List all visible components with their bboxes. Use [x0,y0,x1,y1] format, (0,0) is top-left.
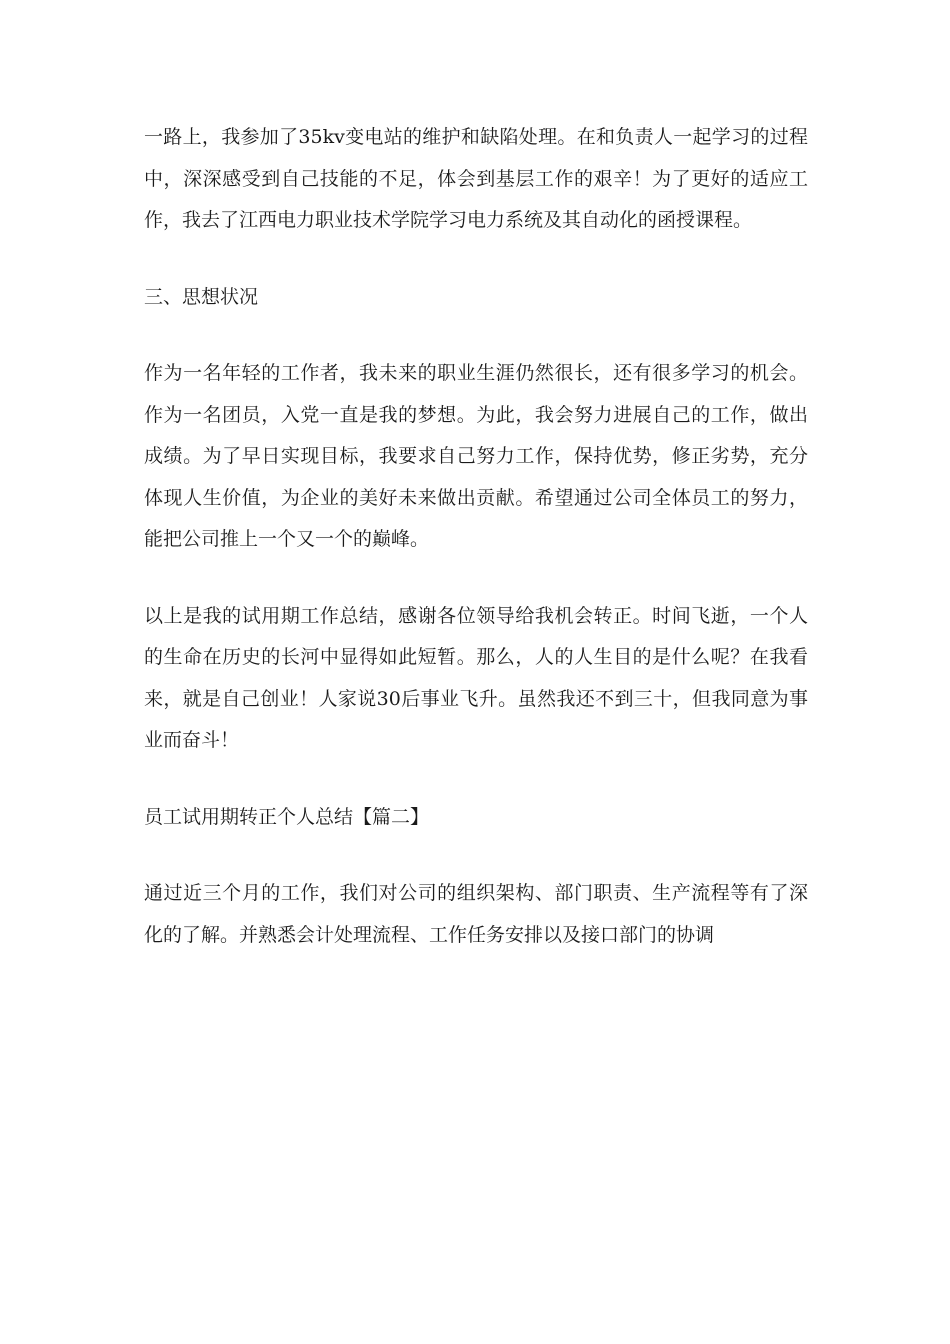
section-heading-thoughts: 三、思想状况 [144,285,259,308]
paragraph-work-experience: 一路上，我参加了35kv变电站的维护和缺陷处理。在和负责人一起学习的过程中，深深感受到自己技能的不足，体会到基层工作的艰辛！为了更好的适应工作，我去了江西电力职业技术学院学习电力系统及其自动化的函授课程。 [144,126,808,231]
paragraph-part-two-intro: 通过近三个月的工作，我们对公司的组织架构、部门职责、生产流程等有了深化的了解。并熟悉会计处理流程、工作任务安排以及接口部门的协调 [144,882,808,946]
section-heading-part-two: 员工试用期转正个人总结【篇二】 [144,805,430,828]
document-body [144,117,808,991]
paragraph-conclusion: 以上是我的试用期工作总结，感谢各位领导给我机会转正。时间飞逝，一个人的生命在历史的长河中显得如此短暂。那么，人的人生目的是什么呢？在我看来，就是自己创业！人家说30后事业飞升。虽然我还不到三十，但我同意为事业而奋斗！ [144,604,808,751]
paragraph-career-goals: 作为一名年轻的工作者，我未来的职业生涯仍然很长，还有很多学习的机会。作为一名团员，入党一直是我的梦想。为此，我会努力进展自己的工作，做出成绩。为了早日实现目标，我要求自己努力工作，保持优势，修正劣势，充分体现人生价值，为企业的美好未来做出贡献。希望通过公司全体员工的努力，能把公司推上一个又一个的巅峰。 [144,362,808,550]
